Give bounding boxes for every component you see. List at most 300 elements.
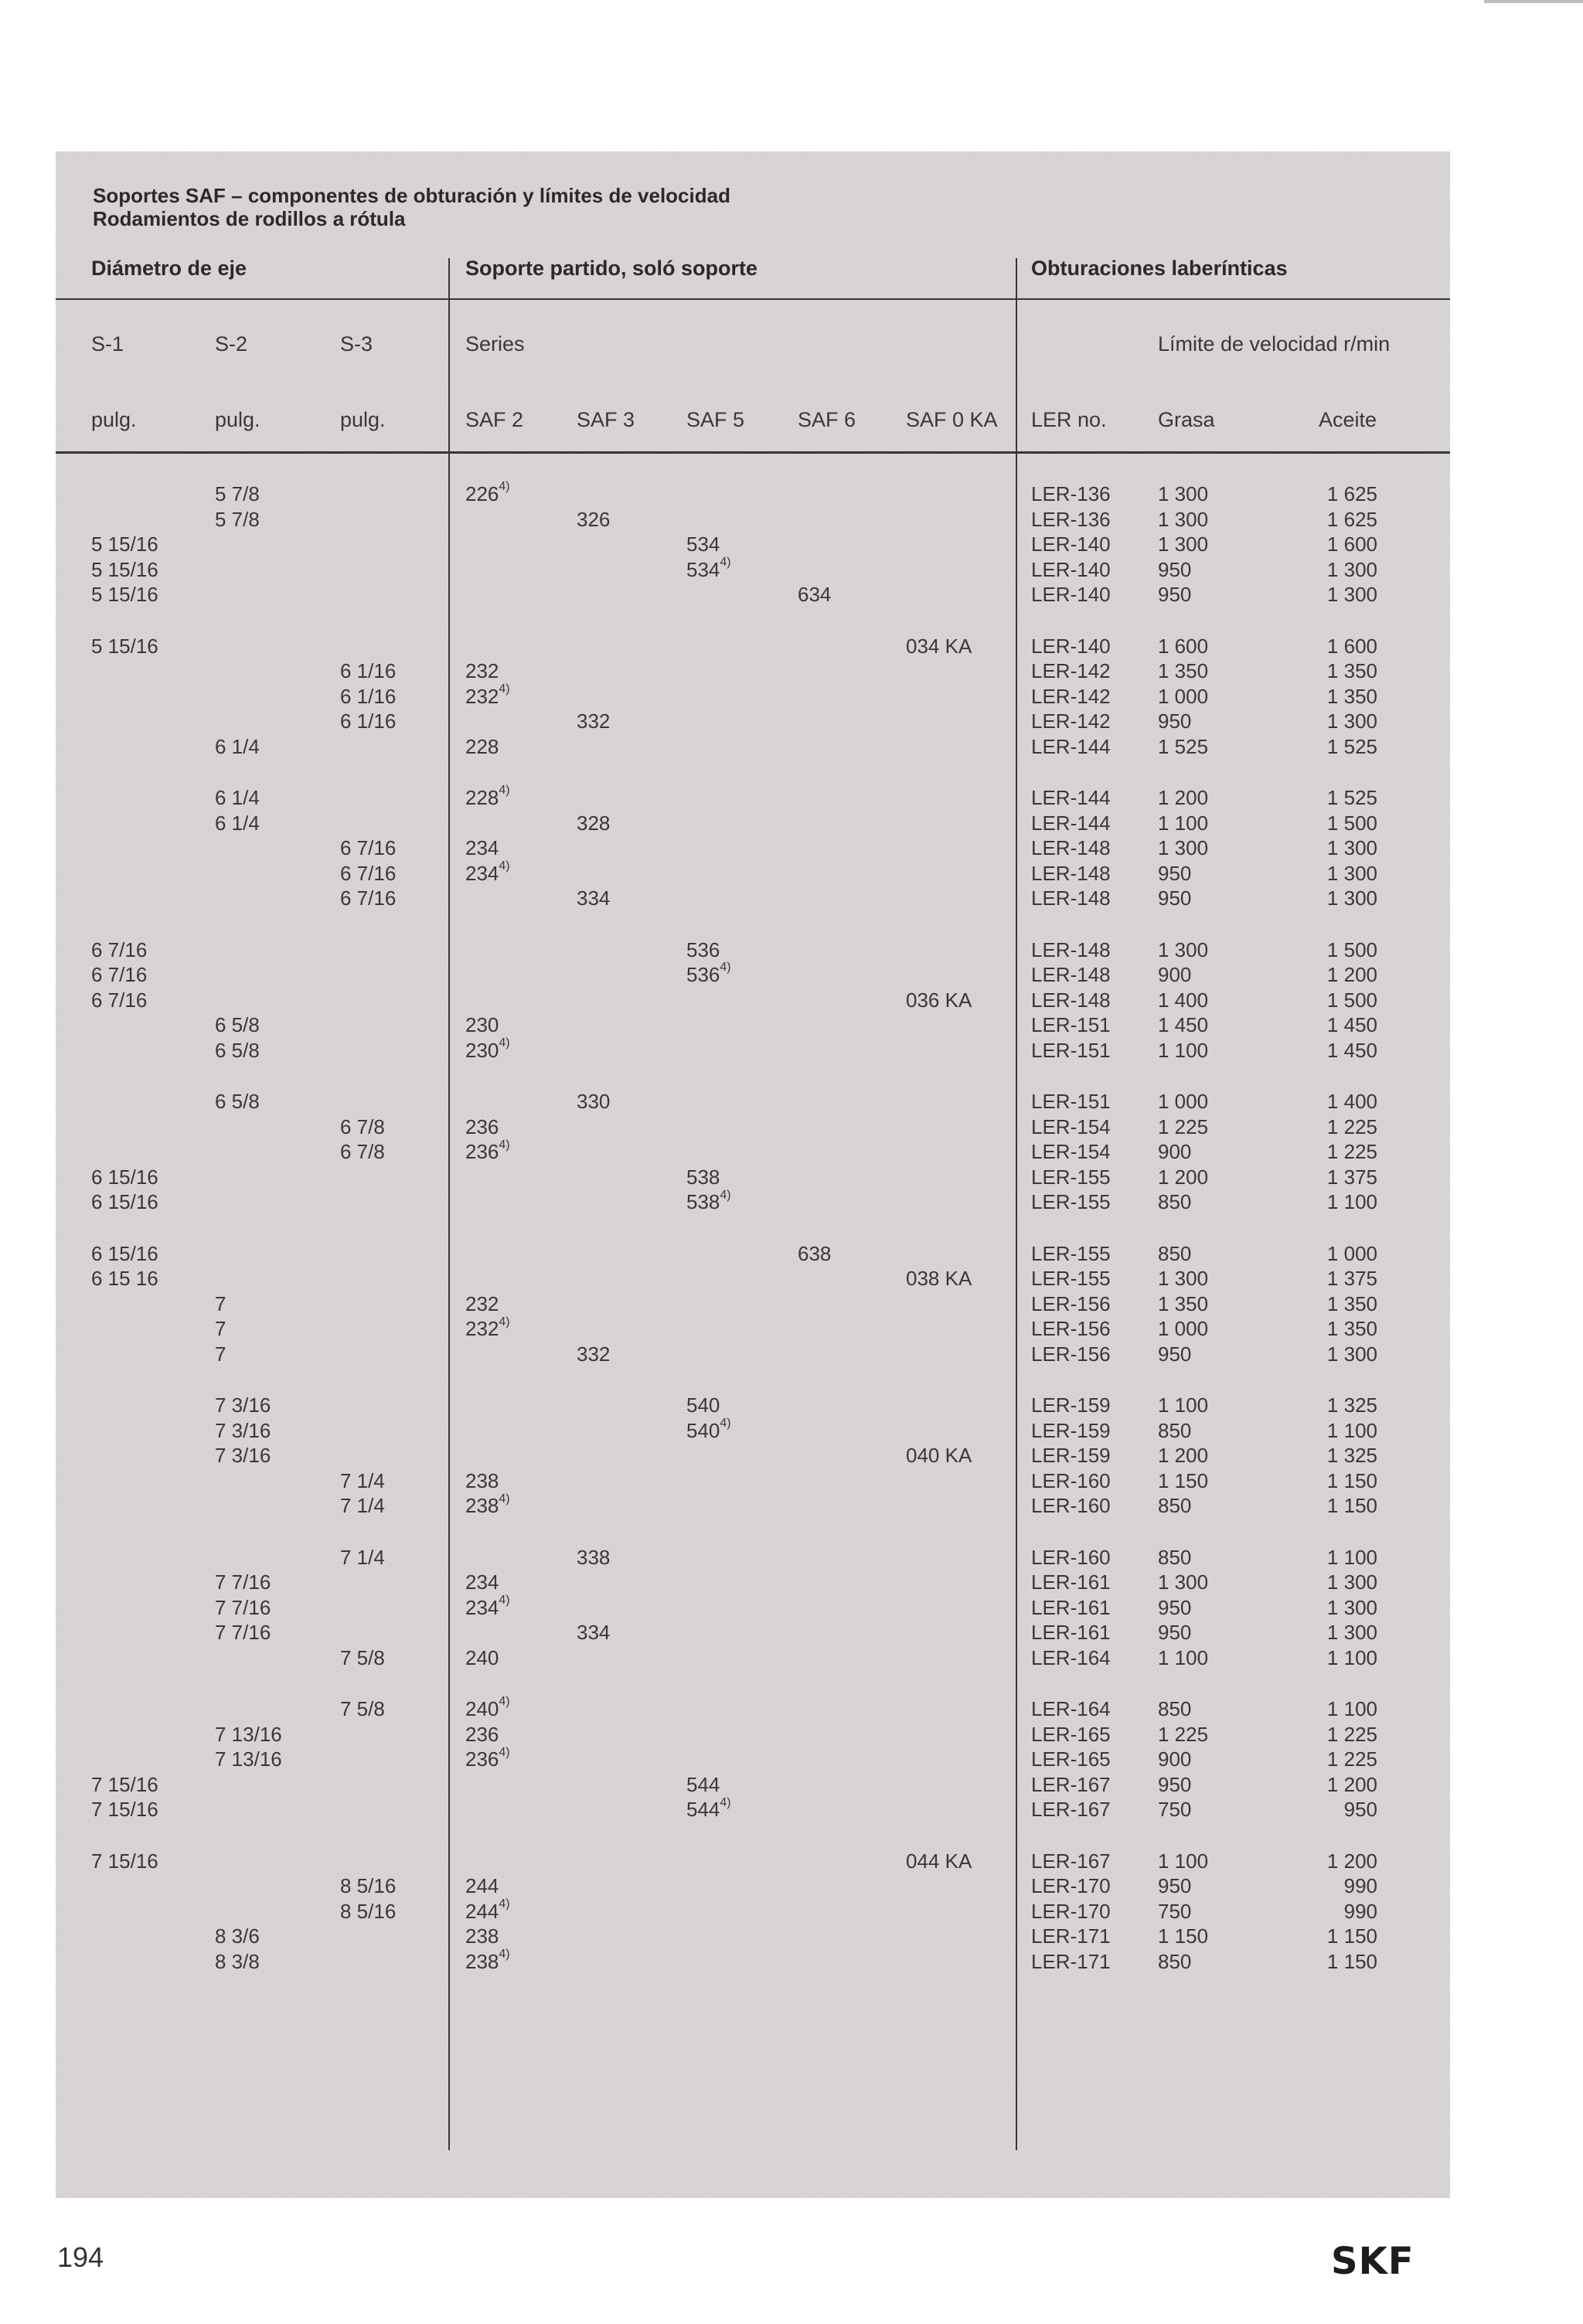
cell-saf6-text: 634 [798,583,832,607]
cell-aceite: 1 225 [1326,1114,1377,1138]
cell-ler-text: LER-165 [1031,1747,1111,1771]
cell-aceite: 1 200 [1326,1772,1377,1796]
cell-s1 [91,963,147,986]
cell-aceite: 1 100 [1326,1645,1377,1669]
cell-saf5 [686,1190,731,1213]
cell-grasa-text: 950 [1158,1621,1192,1645]
footnote-marker: 4) [499,1594,510,1608]
cell-saf5-text: 534 [686,533,720,556]
cell-s2-text: 7 3/16 [215,1418,271,1442]
cell-ler-text: LER-161 [1031,1621,1111,1645]
cell-saf2 [465,1013,499,1036]
cell-s1 [91,558,158,581]
cell-saf3 [577,1621,610,1644]
cell-saf0ka-text: 044 KA [906,1849,972,1873]
cell-s1-text: 6 15/16 [91,1241,158,1265]
cell-s1-text: 6 7/16 [91,988,148,1012]
cell-grasa-text: 950 [1158,1772,1192,1796]
cell-ler [1031,1924,1111,1948]
cell-s1-text: 7 15/16 [91,1849,158,1873]
cell-saf2-text: 238 [465,1468,499,1492]
cell-s2 [215,1090,260,1113]
cell-ler-text: LER-144 [1031,734,1111,758]
cell-ler [1031,1950,1111,1973]
skf-logo: SKF [1331,2240,1414,2283]
cell-ler [1031,735,1111,758]
cell-s1-text: 6 7/16 [91,963,148,987]
cell-ler-text: LER-140 [1031,533,1111,556]
cell-s2-text: 6 5/8 [215,1013,260,1037]
cell-saf2 [465,1723,499,1746]
cell-saf2-text: 230 [465,1038,499,1062]
cell-saf5-text: 544 [686,1772,720,1796]
cell-s2 [215,1013,260,1036]
cell-grasa [1158,1494,1191,1517]
cell-saf6-text: 638 [798,1241,832,1265]
cell-s3-text: 8 5/16 [340,1899,397,1923]
cell-s2 [215,1924,260,1948]
cell-saf2 [465,482,510,505]
cell-grasa [1158,1849,1208,1873]
cell-s2 [215,735,260,758]
cell-grasa [1158,1419,1191,1442]
page-title [93,184,730,230]
header-labyrinth-seals: Obturaciones laberínticas [1031,257,1288,280]
cell-s3-text: 6 7/16 [340,861,397,885]
cell-s1 [91,938,147,961]
cell-ler [1031,1874,1111,1897]
cell-grasa [1158,1039,1208,1062]
footnote-marker: 4) [499,1036,510,1050]
footnote-marker: 4) [499,1695,510,1709]
cell-ler-text: LER-160 [1031,1494,1111,1518]
cell-s2-text: 7 [215,1317,226,1341]
header-s2: S-2 [215,332,248,356]
cell-grasa-text: 850 [1158,1241,1192,1265]
cell-ler [1031,1342,1111,1366]
cell-aceite: 1 625 [1326,507,1377,531]
cell-ler [1031,1621,1111,1644]
cell-aceite: 1 225 [1326,1747,1377,1771]
cell-grasa-text: 950 [1158,1342,1192,1366]
cell-s2 [215,1039,260,1062]
cell-grasa-text: 1 200 [1158,1165,1209,1189]
cell-grasa [1158,1267,1208,1290]
cell-grasa [1158,1292,1208,1315]
cell-s1-text: 5 15/16 [91,533,158,556]
cell-saf3 [577,709,610,733]
cell-ler-text: LER-140 [1031,557,1111,581]
cell-ler-text: LER-142 [1031,684,1111,708]
cell-grasa-text: 1 100 [1158,1038,1209,1062]
cell-grasa [1158,1697,1191,1720]
footnote-marker: 4) [720,1416,731,1430]
cell-grasa-text: 1 150 [1158,1468,1209,1492]
cell-s2 [215,1570,271,1594]
cell-grasa [1158,786,1208,809]
cell-ler [1031,862,1111,885]
cell-saf2 [465,1747,510,1771]
cell-saf2-text: 228 [465,734,499,758]
footnote-marker: 4) [499,1138,510,1152]
cell-aceite: 1 100 [1326,1545,1377,1569]
cell-grasa [1158,1242,1191,1265]
cell-aceite: 1 350 [1326,659,1377,683]
cell-ler-text: LER-148 [1031,963,1111,987]
cell-ler [1031,533,1111,556]
cell-grasa-text: 1 350 [1158,659,1209,683]
cell-ler-text: LER-159 [1031,1418,1111,1442]
cell-saf3 [577,508,610,531]
cell-s3 [340,1697,385,1720]
cell-s2-text: 7 13/16 [215,1722,282,1746]
cell-s1 [91,583,158,606]
cell-aceite: 1 300 [1326,861,1377,885]
cell-aceite: 1 450 [1326,1038,1377,1062]
cell-grasa-text: 950 [1158,1874,1192,1898]
cell-s1-text: 5 15/16 [91,634,158,658]
cell-grasa-text: 850 [1158,1418,1192,1442]
cell-saf5 [686,533,720,556]
cell-saf0ka [906,1267,972,1290]
cell-saf0ka-text: 038 KA [906,1267,972,1291]
cell-ler-text: LER-151 [1031,1013,1111,1037]
cell-ler [1031,635,1111,658]
cell-saf5 [686,1773,720,1796]
footnote-marker: 4) [499,859,510,873]
cell-saf2-text: 236 [465,1722,499,1746]
cell-ler-text: LER-159 [1031,1393,1111,1417]
cell-aceite: 1 300 [1326,1595,1377,1619]
cell-s3-text: 6 1/16 [340,684,397,708]
cell-saf2-text: 236 [465,1114,499,1138]
cell-grasa [1158,886,1191,910]
cell-s1-text: 7 15/16 [91,1772,158,1796]
cell-s2 [215,786,260,809]
cell-s1-text: 6 15/16 [91,1190,158,1214]
cell-saf2 [465,659,499,682]
cell-saf5-text: 538 [686,1165,720,1189]
cell-ler [1031,558,1111,581]
cell-grasa-text: 1 525 [1158,734,1209,758]
header-pulg-s2: pulg. [215,408,260,431]
cell-aceite: 1 200 [1326,963,1377,987]
cell-grasa [1158,1773,1191,1796]
cell-grasa [1158,1798,1191,1821]
cell-saf3-text: 328 [577,811,611,835]
cell-ler-text: LER-167 [1031,1849,1111,1873]
cell-ler [1031,1798,1111,1821]
cell-saf2-text: 232 [465,684,499,708]
cell-saf2-text: 228 [465,786,499,809]
cell-saf2-text: 230 [465,1013,499,1037]
cell-saf2-text: 232 [465,1317,499,1341]
cell-grasa-text: 950 [1158,583,1192,607]
cell-aceite: 1 100 [1326,1697,1377,1720]
cell-s1-text: 6 15/16 [91,1165,158,1189]
cell-saf3-text: 332 [577,1342,611,1366]
cell-ler [1031,1267,1111,1290]
cell-grasa [1158,1723,1208,1746]
cell-s2-text: 8 3/8 [215,1949,260,1973]
cell-grasa [1158,812,1208,835]
cell-s2-text: 6 5/8 [215,1038,260,1062]
cell-s1 [91,988,147,1012]
cell-saf5-text: 536 [686,963,720,987]
cell-grasa [1158,963,1191,986]
cell-ler [1031,812,1111,835]
cell-grasa [1158,1596,1191,1619]
cell-saf3-text: 326 [577,507,611,531]
cell-grasa [1158,508,1208,531]
cell-s3 [340,1900,396,1923]
cell-saf3 [577,812,610,835]
cell-s1 [91,533,158,556]
header-series: Series [465,332,525,356]
footnote-marker: 4) [720,556,731,570]
cell-ler-text: LER-171 [1031,1924,1111,1948]
cell-aceite: 1 225 [1326,1722,1377,1746]
cell-aceite: 1 350 [1326,1317,1377,1341]
cell-s3 [340,1646,385,1669]
cell-s2-text: 7 7/16 [215,1570,271,1594]
divider-shaft [448,258,450,2150]
header-grasa: Grasa [1158,408,1215,431]
cell-saf5 [686,938,720,961]
cell-saf2-text: 244 [465,1899,499,1923]
cell-ler-text: LER-140 [1031,634,1111,658]
cell-ler [1031,1494,1111,1517]
cell-ler-text: LER-148 [1031,937,1111,961]
cell-s1 [91,1267,158,1290]
cell-s3-text: 6 1/16 [340,709,397,733]
cell-ler [1031,1242,1111,1265]
cell-ler [1031,1697,1111,1720]
cell-saf2-text: 236 [465,1140,499,1164]
cell-ler-text: LER-155 [1031,1190,1111,1214]
cell-ler-text: LER-170 [1031,1899,1111,1923]
cell-saf0ka-text: 040 KA [906,1444,972,1468]
cell-ler-text: LER-156 [1031,1342,1111,1366]
cell-aceite: 1 150 [1326,1949,1377,1973]
cell-saf2 [465,735,499,758]
cell-s1-text: 5 15/16 [91,583,158,607]
cell-saf5-text: 544 [686,1798,720,1822]
header-saf3: SAF 3 [577,408,635,431]
cell-saf2-text: 234 [465,861,499,885]
cell-s2-text: 5 7/8 [215,482,260,505]
cell-ler [1031,988,1111,1012]
cell-grasa [1158,1115,1208,1138]
cell-grasa [1158,482,1208,505]
footnote-marker: 4) [720,961,731,975]
cell-aceite: 1 375 [1326,1267,1377,1291]
cell-s3 [340,1874,396,1897]
footnote-marker: 4) [499,1315,510,1329]
cell-ler [1031,1039,1111,1062]
cell-grasa [1158,862,1191,885]
cell-s3 [340,886,396,910]
cell-aceite: 1 500 [1326,988,1377,1012]
cell-aceite: 990 [1343,1874,1377,1898]
cell-grasa [1158,533,1208,556]
cell-grasa-text: 1 350 [1158,1291,1209,1315]
cell-saf2 [465,836,499,859]
cell-ler [1031,836,1111,859]
cell-ler [1031,1090,1111,1113]
cell-grasa-text: 750 [1158,1798,1192,1822]
cell-s3 [340,1140,385,1163]
header-saf6: SAF 6 [798,408,856,431]
cell-s1 [91,1773,158,1796]
cell-grasa [1158,558,1191,581]
cell-saf3 [577,1342,610,1366]
cell-ler-text: LER-164 [1031,1697,1111,1720]
cell-s3 [340,685,396,708]
cell-aceite: 1 150 [1326,1494,1377,1518]
cell-s2 [215,1419,271,1442]
cell-ler-text: LER-148 [1031,861,1111,885]
cell-aceite: 1 600 [1326,533,1377,556]
header-s1: S-1 [91,332,124,356]
cell-ler [1031,1747,1111,1771]
cell-ler [1031,1570,1111,1594]
cell-saf2 [465,1036,510,1062]
cell-grasa [1158,583,1191,606]
cell-ler [1031,1393,1111,1417]
cell-ler-text: LER-171 [1031,1949,1111,1973]
divider-housing [1016,258,1017,2150]
cell-ler-text: LER-167 [1031,1772,1111,1796]
cell-saf2 [465,1115,499,1138]
cell-s3-text: 7 5/8 [340,1645,385,1669]
header-saf5: SAF 5 [686,408,745,431]
cell-saf0ka-text: 034 KA [906,634,972,658]
cell-aceite: 1 525 [1326,786,1377,809]
cell-saf5-text: 536 [686,937,720,961]
cell-aceite: 1 450 [1326,1013,1377,1037]
cell-saf2 [465,682,510,708]
cell-saf6 [798,1242,831,1265]
cell-saf2 [465,1646,499,1669]
cell-aceite: 1 100 [1326,1418,1377,1442]
cell-saf2 [465,1596,510,1619]
cell-grasa [1158,1900,1191,1923]
cell-aceite: 1 600 [1326,634,1377,658]
cell-ler [1031,1444,1111,1467]
cell-ler [1031,1292,1111,1315]
cell-saf2 [465,1924,499,1948]
cell-s2-text: 6 5/8 [215,1090,260,1113]
cell-ler [1031,886,1111,910]
cell-aceite: 1 150 [1326,1924,1377,1948]
cell-ler-text: LER-170 [1031,1874,1111,1898]
cell-saf5-text: 538 [686,1190,720,1214]
cell-grasa [1158,1140,1191,1163]
cell-ler-text: LER-148 [1031,886,1111,910]
cell-s3 [340,1115,385,1138]
cell-grasa [1158,1747,1191,1771]
cell-s2 [215,1393,271,1417]
cell-saf2 [465,1494,510,1517]
cell-saf2 [465,1292,499,1315]
cell-saf5 [686,1165,720,1189]
cell-grasa-text: 1 225 [1158,1722,1209,1746]
cell-saf3-text: 334 [577,1621,611,1645]
cell-aceite: 1 375 [1326,1165,1377,1189]
cell-saf2-text: 244 [465,1874,499,1898]
cell-ler [1031,508,1111,531]
cell-ler-text: LER-160 [1031,1468,1111,1492]
cell-saf3 [577,1090,610,1113]
cell-ler-text: LER-161 [1031,1595,1111,1619]
cell-saf5 [686,1393,720,1417]
cell-s2 [215,1723,282,1746]
cell-saf5 [686,1795,731,1822]
cell-grasa-text: 1 450 [1158,1013,1209,1037]
cell-s2-text: 7 3/16 [215,1393,271,1417]
cell-s3-text: 6 7/8 [340,1114,385,1138]
cell-saf2-text: 226 [465,482,499,505]
cell-saf2 [465,1140,510,1163]
cell-saf3 [577,886,610,910]
cell-aceite: 1 325 [1326,1444,1377,1468]
cell-saf2-text: 238 [465,1924,499,1948]
cell-saf5-text: 534 [686,557,720,581]
cell-grasa [1158,988,1208,1012]
cell-saf2-text: 238 [465,1949,499,1973]
cell-grasa [1158,735,1208,758]
cell-ler [1031,1140,1111,1163]
cell-ler [1031,659,1111,682]
cell-grasa [1158,1342,1191,1366]
cell-aceite: 1 300 [1326,709,1377,733]
rule-under-headers [56,451,1450,454]
cell-ler [1031,1900,1111,1923]
cell-s2-text: 7 [215,1342,226,1366]
cell-grasa [1158,836,1208,859]
cell-saf5 [686,1416,731,1442]
header-pulg-s3: pulg. [340,408,386,431]
cell-grasa [1158,685,1208,708]
cell-aceite: 1 500 [1326,811,1377,835]
cell-grasa-text: 950 [1158,557,1192,581]
cell-s2 [215,508,260,531]
footnote-marker: 4) [720,1795,731,1809]
cell-aceite: 1 300 [1326,1342,1377,1366]
cell-aceite: 1 300 [1326,557,1377,581]
cell-saf6 [798,583,831,606]
cell-s1 [91,1849,158,1873]
cell-saf2 [465,1950,510,1973]
cell-grasa-text: 1 100 [1158,1393,1209,1417]
corner-mark [1484,0,1583,3]
cell-grasa-text: 850 [1158,1697,1192,1720]
cell-s2 [215,482,260,505]
cell-grasa [1158,1621,1191,1644]
cell-ler [1031,1646,1111,1669]
cell-saf2-text: 232 [465,1291,499,1315]
cell-ler-text: LER-144 [1031,811,1111,835]
table-panel [56,151,1450,2198]
cell-grasa-text: 1 300 [1158,937,1209,961]
cell-ler [1031,1469,1111,1492]
header-pulg-s1: pulg. [91,408,137,431]
cell-saf2 [465,1469,499,1492]
footnote-marker: 4) [499,1492,510,1506]
cell-s3-text: 7 1/4 [340,1545,385,1569]
cell-s3 [340,836,396,859]
